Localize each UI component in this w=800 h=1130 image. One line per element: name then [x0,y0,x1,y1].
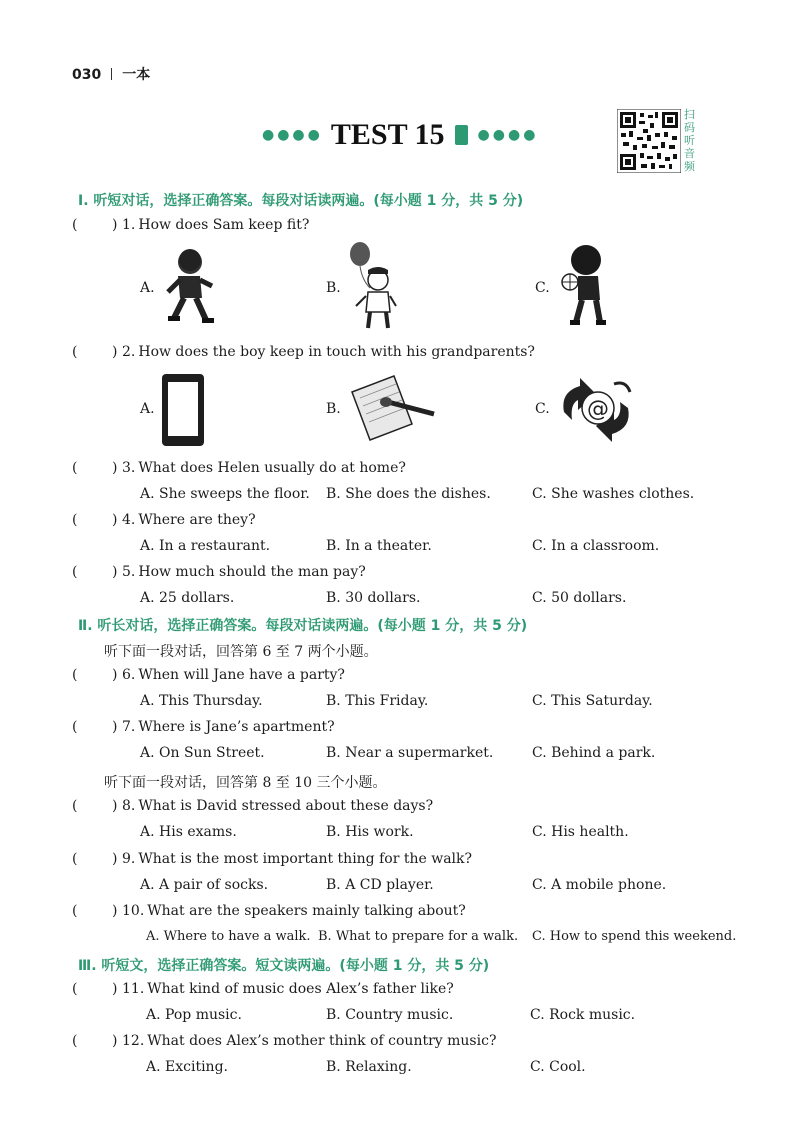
option-b[interactable]: B. 30 dollars. [326,590,421,606]
question-2: 2. How does the boy keep in touch with his grandparents? [122,344,535,360]
option-c[interactable]: C. His health. [532,824,629,840]
option-b[interactable]: B. Near a supermarket. [326,745,494,761]
answer-blank[interactable] [72,981,120,997]
option-label: C. [535,280,550,296]
option-b[interactable]: B. This Friday. [326,693,429,709]
option-c[interactable]: C. A mobile phone. [532,877,667,893]
qr-code-icon[interactable] [617,109,681,173]
option-b[interactable]: B. His work. [326,824,414,840]
answer-blank[interactable] [72,512,120,528]
answer-blank[interactable] [72,719,120,735]
option-c[interactable]: C. Rock music. [530,1007,636,1023]
section-3-heading: Ⅲ. 听短文，选择正确答案。短文读两遍。(每小题 1 分，共 5 分) [78,958,490,974]
page-number: 030 [72,67,102,83]
option-a[interactable]: A. A pair of socks. [140,877,269,893]
answer-blank[interactable] [72,903,120,919]
option-c[interactable]: C. Behind a park. [532,745,656,761]
option-a[interactable]: A. Where to have a walk. [146,929,311,944]
option-label: A. [140,280,155,296]
answer-blank[interactable] [72,217,120,233]
option-a[interactable]: A. In a restaurant. [140,538,271,554]
option-b[interactable]: B. A CD player. [326,877,434,893]
option-c[interactable]: C. 50 dollars. [532,590,627,606]
option-c[interactable]: C. Cool. [530,1059,586,1075]
answer-blank[interactable] [72,851,120,867]
qr-caption: 扫码听音频 [684,108,695,173]
question-10: 10. What are the speakers mainly talking about? [122,903,466,919]
answer-blank[interactable] [72,344,120,360]
section-2-heading: Ⅱ. 听长对话，选择正确答案。每段对话读两遍。(每小题 1 分，共 5 分) [78,618,528,634]
question-6: 6. When will Jane have a party? [122,667,345,683]
question-12: 12. What does Alex’s mother think of country music? [122,1033,497,1049]
option-c[interactable]: C. In a classroom. [532,538,660,554]
answer-blank[interactable] [72,564,120,580]
section-2-instruction: 听下面一段对话，回答第 6 至 7 两个小题。 [104,644,378,660]
option-a[interactable]: A. On Sun Street. [140,745,265,761]
decorative-dots-icon: ●●●● [477,127,539,143]
option-label: A. [140,401,155,417]
test-title-row [262,118,538,152]
test-title: TEST 15 [330,118,445,151]
question-4: 4. Where are they? [122,512,256,528]
mobile-phone-icon [160,372,206,448]
option-c[interactable]: C. How to spend this weekend. [532,929,737,944]
option-b[interactable]: B. Country music. [326,1007,454,1023]
option-a[interactable]: A. She sweeps the floor. [140,486,310,502]
divider [111,68,112,80]
boy-with-balloon-icon [346,240,400,332]
email-icon [556,372,636,446]
running-boy-icon [160,246,220,328]
section-2-instruction: 听下面一段对话，回答第 8 至 10 三个小题。 [104,775,387,791]
option-b[interactable]: B. What to prepare for a walk. [318,929,519,944]
option-a[interactable]: A. This Thursday. [140,693,263,709]
svg-text:@: @ [587,397,609,422]
answer-blank[interactable] [72,1033,120,1049]
question-9: 9. What is the most important thing for the walk? [122,851,473,867]
question-3: 3. What does Helen usually do at home? [122,460,406,476]
question-1: 1. How does Sam keep fit? [122,217,310,233]
writing-letter-icon [348,372,438,442]
answer-blank[interactable] [72,667,120,683]
option-a[interactable]: A. Exciting. [146,1059,228,1075]
question-11: 11. What kind of music does Alex’s father like? [122,981,454,997]
option-label: C. [535,401,550,417]
option-label: B. [326,401,341,417]
option-b[interactable]: B. She does the dishes. [326,486,491,502]
answer-blank[interactable] [72,798,120,814]
audio-badge-icon [455,125,468,145]
question-5: 5. How much should the man pay? [122,564,366,580]
boy-playing-basketball-icon [556,242,608,328]
page-header [72,64,150,84]
brand-name: 一本 [122,67,151,83]
question-8: 8. What is David stressed about these days? [122,798,434,814]
option-b[interactable]: B. Relaxing. [326,1059,412,1075]
option-c[interactable]: C. She washes clothes. [532,486,695,502]
option-a[interactable]: A. His exams. [140,824,237,840]
option-a[interactable]: A. Pop music. [146,1007,242,1023]
decorative-dots-icon: ●●●● [262,127,323,143]
answer-blank[interactable] [72,460,120,476]
option-a[interactable]: A. 25 dollars. [140,590,235,606]
section-1-heading: Ⅰ. 听短对话，选择正确答案。每段对话读两遍。(每小题 1 分，共 5 分) [78,193,524,209]
option-label: B. [326,280,341,296]
option-c[interactable]: C. This Saturday. [532,693,653,709]
question-7: 7. Where is Jane’s apartment? [122,719,335,735]
option-b[interactable]: B. In a theater. [326,538,432,554]
